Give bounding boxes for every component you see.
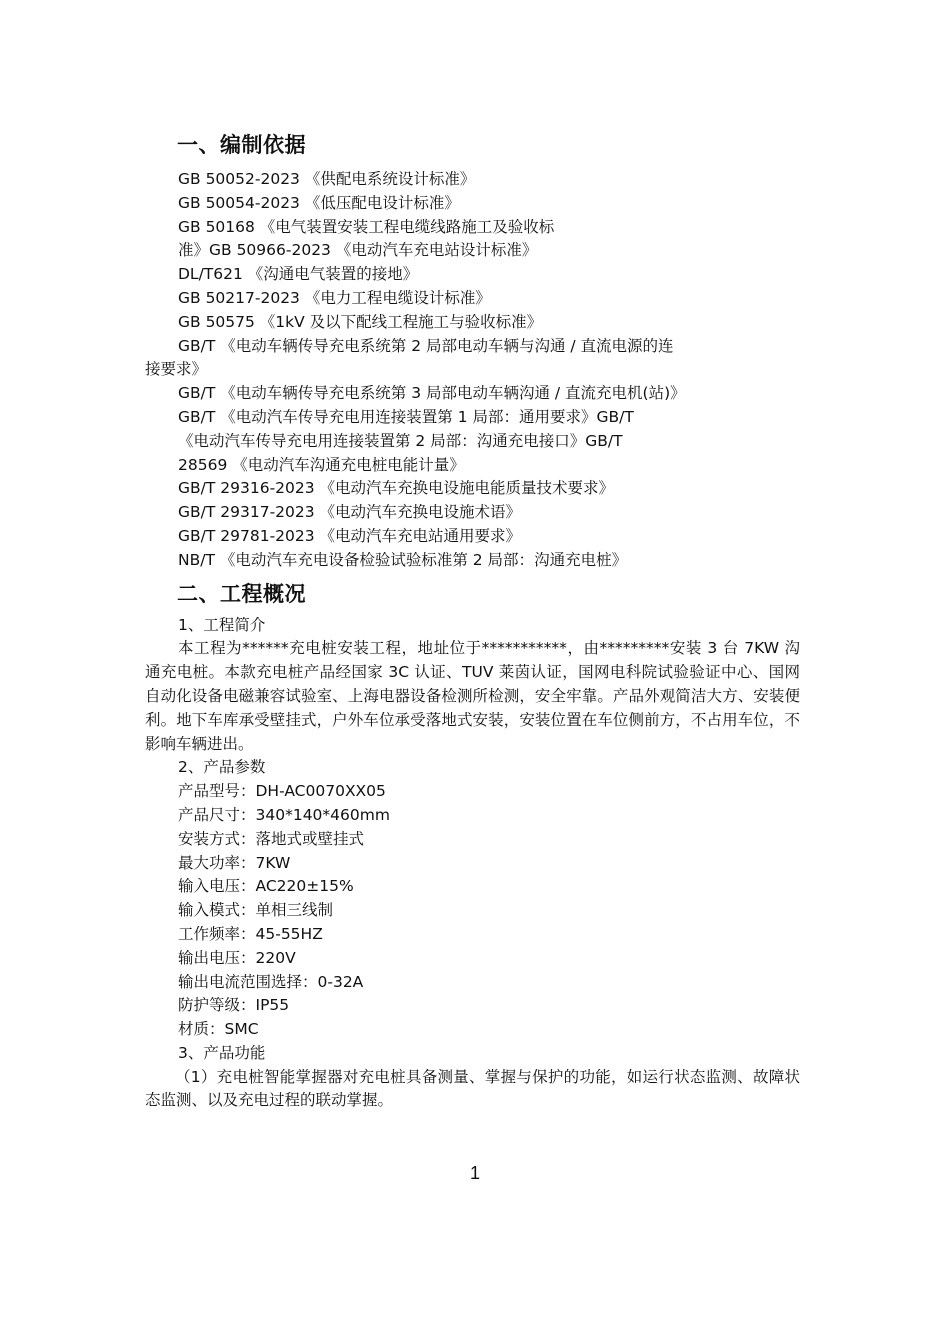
standard-line: NB/T 《电动汽车充电设备检验试验标准第 2 局部：沟通充电桩》	[178, 550, 628, 569]
param-item: 产品尺寸：340*140*460mm	[178, 805, 390, 824]
intro-heading: 1、工程简介	[178, 615, 266, 634]
standard-line: GB 50575 《1kV 及以下配线工程施工与验收标准》	[178, 312, 543, 331]
standard-line-continuation: 接要求》	[145, 360, 208, 379]
section-title-overview: 二、工程概况	[177, 581, 306, 606]
param-item: 材质：SMC	[178, 1020, 259, 1039]
standard-line: GB 50054-2023 《低压配电设计标准》	[178, 193, 460, 212]
standard-line: GB/T 《电动车辆传导充电系统第 2 局部电动车辆与沟通 / 直流电源的连	[178, 336, 674, 355]
section-title-basis: 一、编制依据	[177, 133, 306, 157]
param-item: 安装方式：落地式或壁挂式	[178, 829, 365, 848]
param-item: 输出电压：220V	[178, 948, 296, 967]
param-item: 输入模式：单相三线制	[178, 901, 334, 920]
param-item: 产品型号：DH-AC0070XX05	[178, 782, 386, 801]
function-paragraph: （1）充电桩智能掌握器对充电桩具备测量、掌握与保护的功能，如运行状态监测、故障状态监测、以及充电过程的联动掌握。	[145, 1067, 800, 1110]
param-item: 工作频率：45-55HZ	[178, 924, 323, 943]
overview-body	[145, 614, 800, 1114]
standard-line: GB/T 《电动汽车传导充电用连接装置第 1 局部：通用要求》GB/T	[178, 407, 634, 426]
standard-line: DL/T621 《沟通电气装置的接地》	[178, 265, 419, 284]
standard-line: 准》GB 50966-2023 《电动汽车充电站设计标准》	[178, 241, 538, 260]
params-heading: 2、产品参数	[178, 758, 266, 777]
standard-line: GB 50168 《电气装置安装工程电缆线路施工及验收标	[178, 217, 555, 236]
standard-line: GB/T 《电动车辆传导充电系统第 3 局部电动车辆沟通 / 直流充电机(站)》	[178, 384, 686, 403]
standard-line: 28569 《电动汽车沟通充电桩电能计量》	[178, 455, 465, 474]
param-item: 输出电流范围选择：0-32A	[178, 972, 364, 991]
param-item: 防护等级：IP55	[178, 996, 290, 1015]
standard-line: GB 50052-2023 《供配电系统设计标准》	[178, 170, 476, 188]
intro-paragraph: 本工程为******充电桩安装工程，地址位于***********，由*********安装 3 台 7KW 沟通充电桩。本款充电桩产品经国家 3C 认证、TUV 莱茵认证，国网电科院试验验证中心、国网自动化设备电磁兼容试验室、上海电器设备检测所检测，安全牢靠。产品外观简洁大方、安装便利。地下车库承受壁挂式，户外车位承受落地式安装，安装位置在车位侧前方，不占用车位，不影响车辆进出。	[145, 639, 800, 753]
param-item: 输入电压：AC220±15%	[178, 877, 354, 896]
page-content	[145, 128, 800, 1113]
standard-line: GB/T 29781-2023 《电动汽车充电站通用要求》	[178, 526, 522, 545]
basis-list	[145, 168, 800, 573]
param-item: 最大功率：7KW	[178, 853, 291, 872]
standard-line: 《电动汽车传导充电用连接装置第 2 局部：沟通充电接口》GB/T	[178, 431, 623, 450]
page-number: 1	[469, 1163, 480, 1183]
functions-heading: 3、产品功能	[178, 1043, 266, 1062]
standard-line: GB/T 29317-2023 《电动汽车充换电设施术语》	[178, 503, 522, 522]
standard-line: GB/T 29316-2023 《电动汽车充换电设施电能质量技术要求》	[178, 479, 615, 498]
standard-line: GB 50217-2023 《电力工程电缆设计标准》	[178, 288, 491, 307]
